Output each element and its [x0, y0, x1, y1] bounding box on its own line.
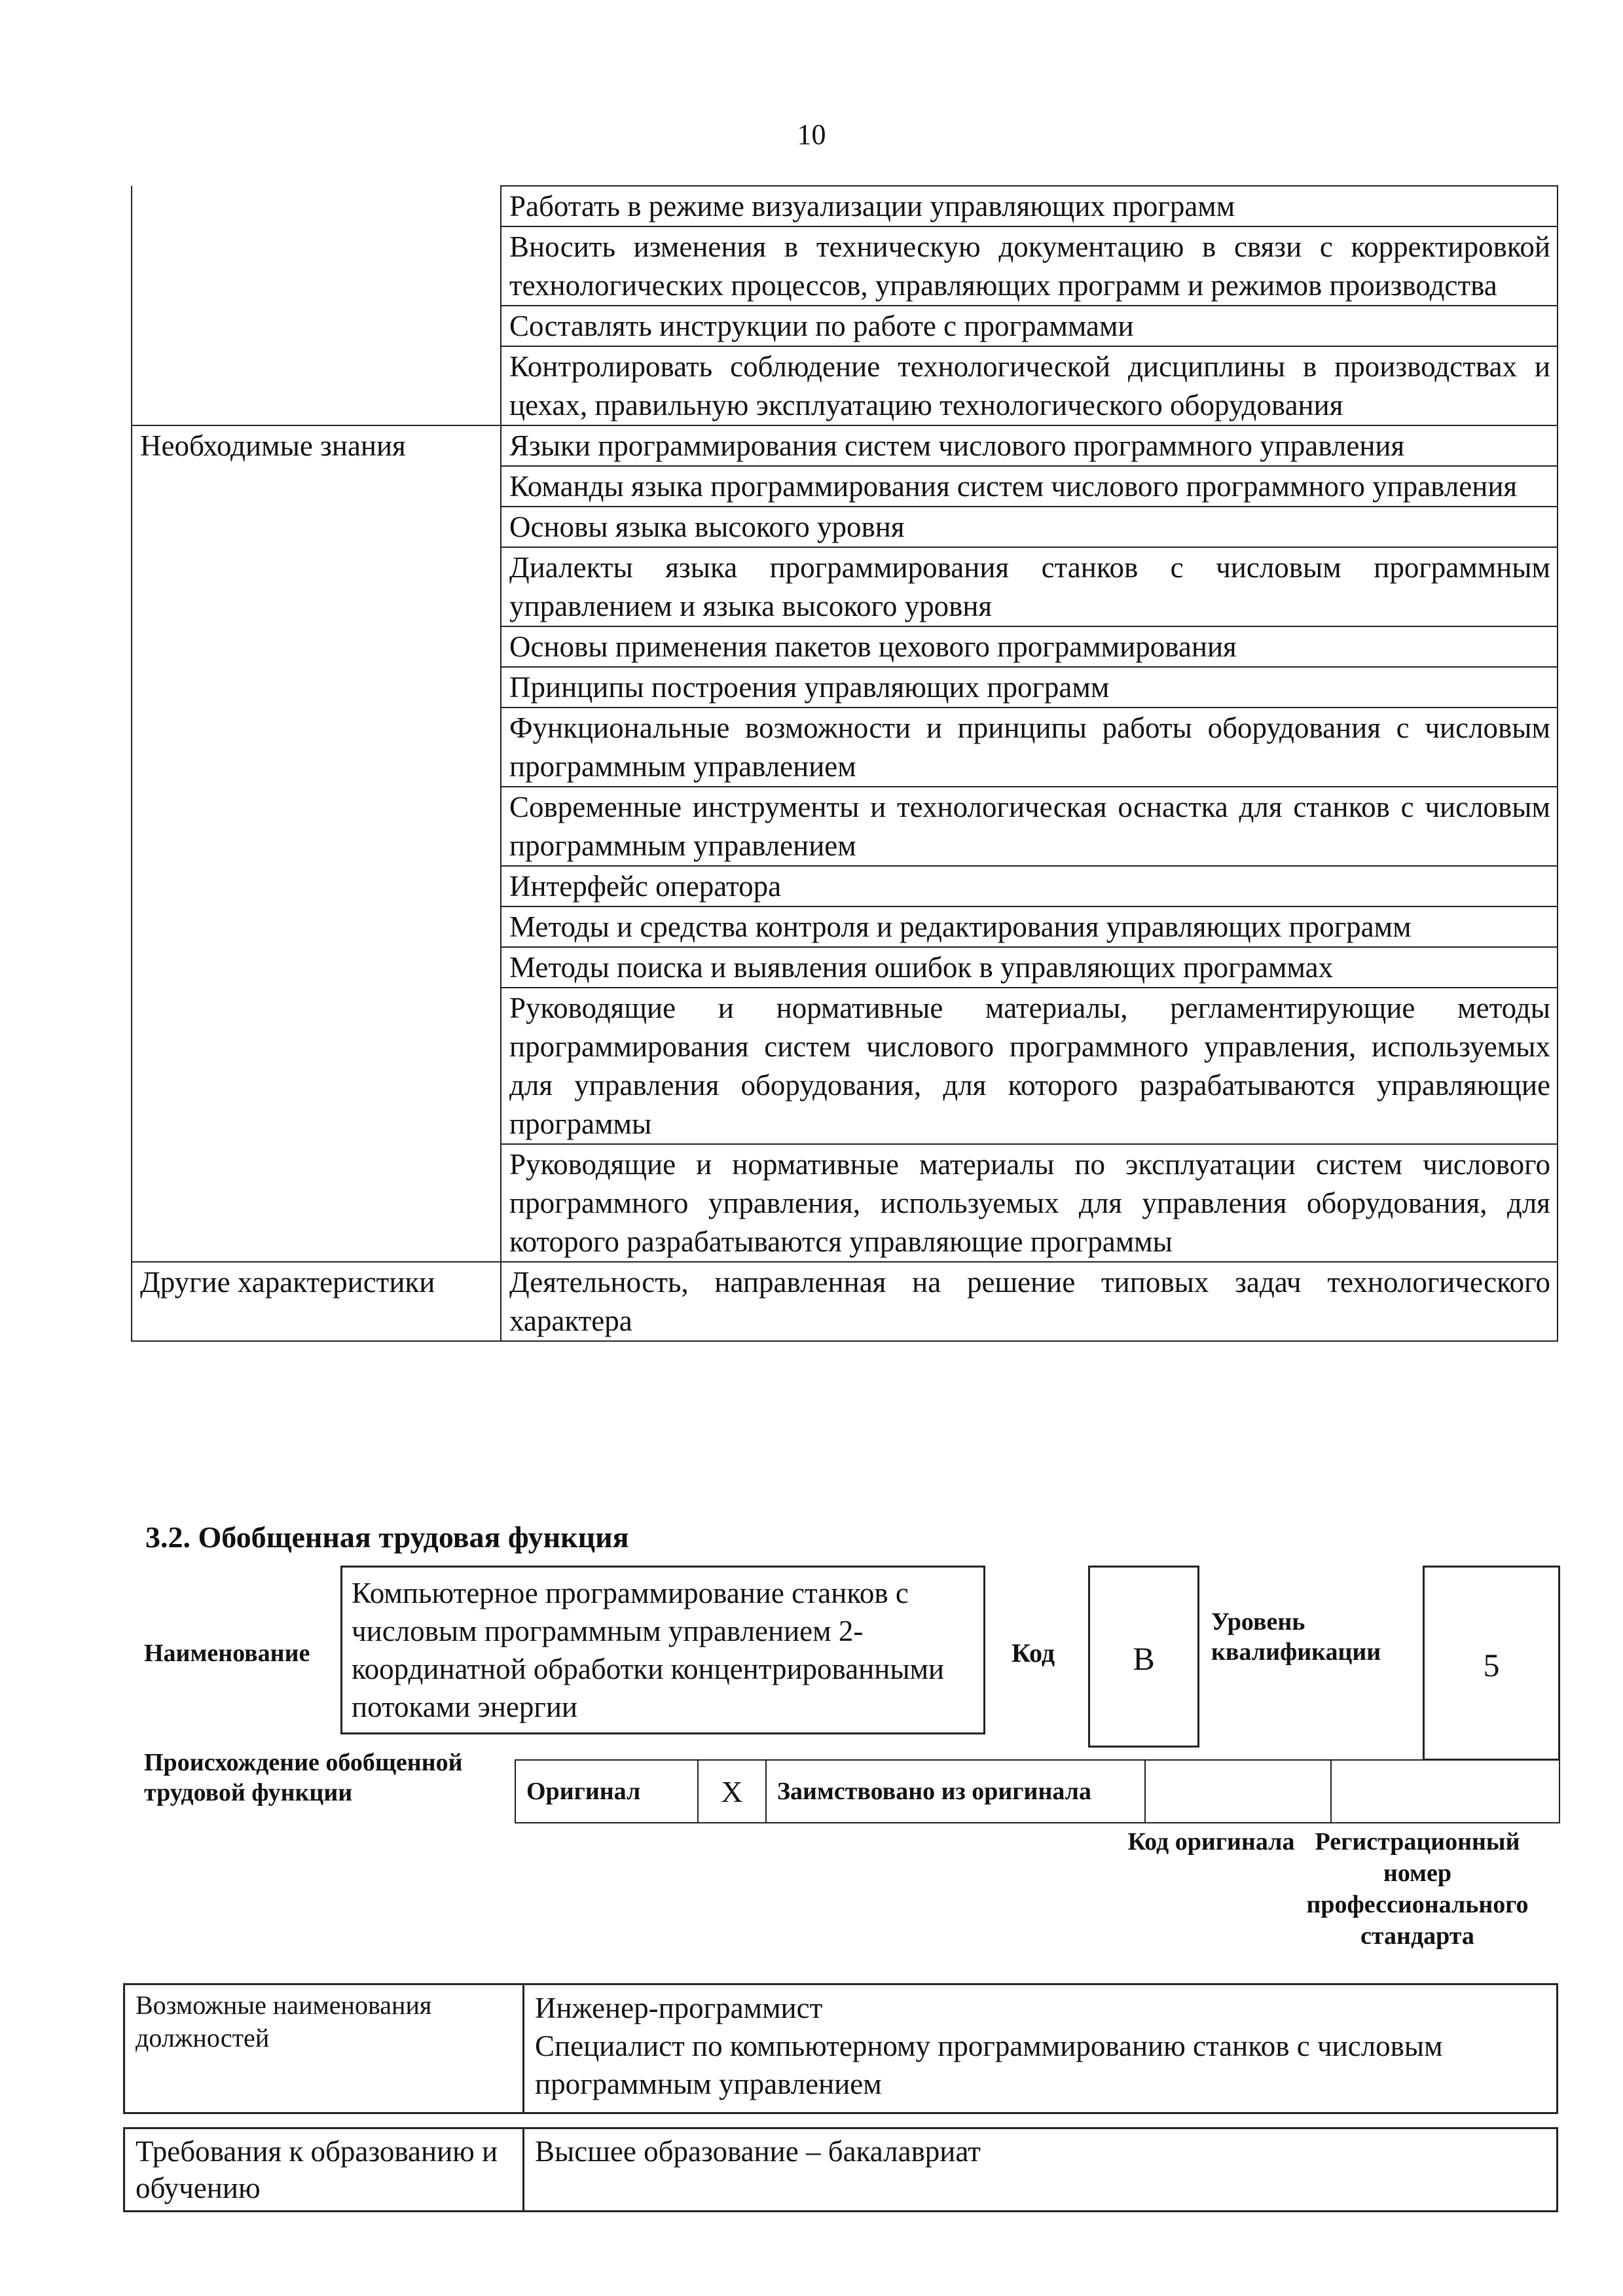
section-title: 3.2. Обобщенная трудовая функция: [145, 1520, 629, 1554]
table-row: [132, 186, 1558, 226]
table-row: [132, 787, 1558, 866]
function-name-box: Компьютерное программирование станков с числовым программным управлением 2-координатной обработки концентрированными потоками энергии: [340, 1566, 985, 1734]
origin-original-cell: Оригинал: [515, 1760, 698, 1823]
positions-table: [123, 1983, 1558, 2114]
row-label: [132, 466, 501, 507]
origin-reg-caption: Регистрационный номер профессионального стандарта: [1306, 1828, 1529, 1950]
level-box: 5: [1423, 1566, 1560, 1761]
page-number: 10: [797, 118, 826, 151]
table-row: [132, 947, 1558, 988]
level-label: Уровень квалификации: [1211, 1608, 1381, 1666]
row-label: [132, 306, 501, 346]
table-row: [132, 425, 1558, 466]
row-text: Функциональные возможности и принципы работы оборудования с числовым программным управлением: [501, 708, 1558, 787]
row-label: [132, 346, 501, 425]
row-label: [132, 626, 501, 667]
row-label: [132, 1144, 501, 1262]
table-row: [132, 667, 1558, 708]
table-row: [132, 988, 1558, 1144]
row-label: Необходимые знания: [132, 425, 501, 466]
position-item: Инженер-программист: [535, 1992, 823, 2024]
row-text: Команды языка программирования систем числового программного управления: [501, 466, 1558, 507]
code-box: B: [1088, 1566, 1199, 1748]
origin-label: Происхождение обобщенной трудовой функции: [144, 1749, 463, 1806]
row-text: Методы и средства контроля и редактирования управляющих программ: [501, 906, 1558, 947]
table-row: [132, 547, 1558, 626]
positions-label: Возможные наименования должностей: [124, 1984, 524, 2113]
table-row: [132, 906, 1558, 947]
table-row: [132, 466, 1558, 507]
origin-borrowed-cell: Заимствовано из оригинала: [766, 1760, 1145, 1823]
row-label: Другие характеристики: [132, 1262, 501, 1341]
row-text: Контролировать соблюдение технологической дисциплины в производствах и цехах, правильную эксплуатацию технологического оборудования: [501, 346, 1558, 425]
position-item: Специалист по компьютерному программированию станков с числовым программным управлением: [535, 2030, 1443, 2100]
education-label: Требования к образованию и обучению: [124, 2128, 524, 2212]
row-label: [132, 547, 501, 626]
origin-code-caption: Код оригинала: [1127, 1828, 1295, 1856]
row-text: Методы поиска и выявления ошибок в управляющих программах: [501, 947, 1558, 988]
row-text: Основы применения пакетов цехового программирования: [501, 626, 1558, 667]
row-label: [132, 787, 501, 866]
table-row: [132, 226, 1558, 306]
row-text: Диалекты языка программирования станков с числовым программным управлением и языка высокого уровня: [501, 547, 1558, 626]
row-text: Деятельность, направленная на решение типовых задач технологического характера: [501, 1262, 1558, 1341]
row-text: Языки программирования систем числового программного управления: [501, 425, 1558, 466]
row-text: Современные инструменты и технологическая оснастка для станков с числовым программным управлением: [501, 787, 1558, 866]
origin-mark-cell: X: [698, 1760, 766, 1823]
table-row: [132, 708, 1558, 787]
row-label: [132, 667, 501, 708]
row-text: Руководящие и нормативные материалы, регламентирующие методы программирования систем числового программного управления, используемых для управления оборудования, для которого разрабатываются управляющие программы: [501, 988, 1558, 1144]
continuation-table: [131, 185, 1558, 1342]
row-text: Работать в режиме визуализации управляющих программ: [501, 186, 1558, 226]
row-label: [132, 866, 501, 906]
origin-code-cell: [1145, 1760, 1331, 1823]
row-label: [132, 988, 501, 1144]
origin-table: [515, 1759, 1560, 1823]
row-label: [132, 708, 501, 787]
table-row: [132, 306, 1558, 346]
row-label: [132, 226, 501, 306]
row-text: Основы языка высокого уровня: [501, 507, 1558, 547]
row-label: [132, 906, 501, 947]
table-row: [132, 346, 1558, 425]
table-row: [132, 866, 1558, 906]
table-row: [132, 626, 1558, 667]
table-row: [132, 1262, 1558, 1341]
row-label: [132, 507, 501, 547]
origin-reg-cell: [1331, 1760, 1559, 1823]
code-label: Код: [1012, 1638, 1055, 1668]
row-text: Вносить изменения в техническую документацию в связи с корректировкой технологических процессов, управляющих программ и режимов производства: [501, 226, 1558, 306]
row-text: Составлять инструкции по работе с программами: [501, 306, 1558, 346]
row-text: Интерфейс оператора: [501, 866, 1558, 906]
table-row: [132, 1144, 1558, 1262]
education-table: [123, 2127, 1558, 2212]
education-value: Высшее образование – бакалавриат: [524, 2128, 1558, 2212]
table-row: [132, 507, 1558, 547]
row-text: Принципы построения управляющих программ: [501, 667, 1558, 708]
row-text: Руководящие и нормативные материалы по эксплуатации систем числового программного управления, используемых для управления оборудования, для которого разрабатываются управляющие программы: [501, 1144, 1558, 1262]
name-label: Наименование: [144, 1640, 310, 1667]
row-label: [132, 947, 501, 988]
row-label: [132, 186, 501, 226]
